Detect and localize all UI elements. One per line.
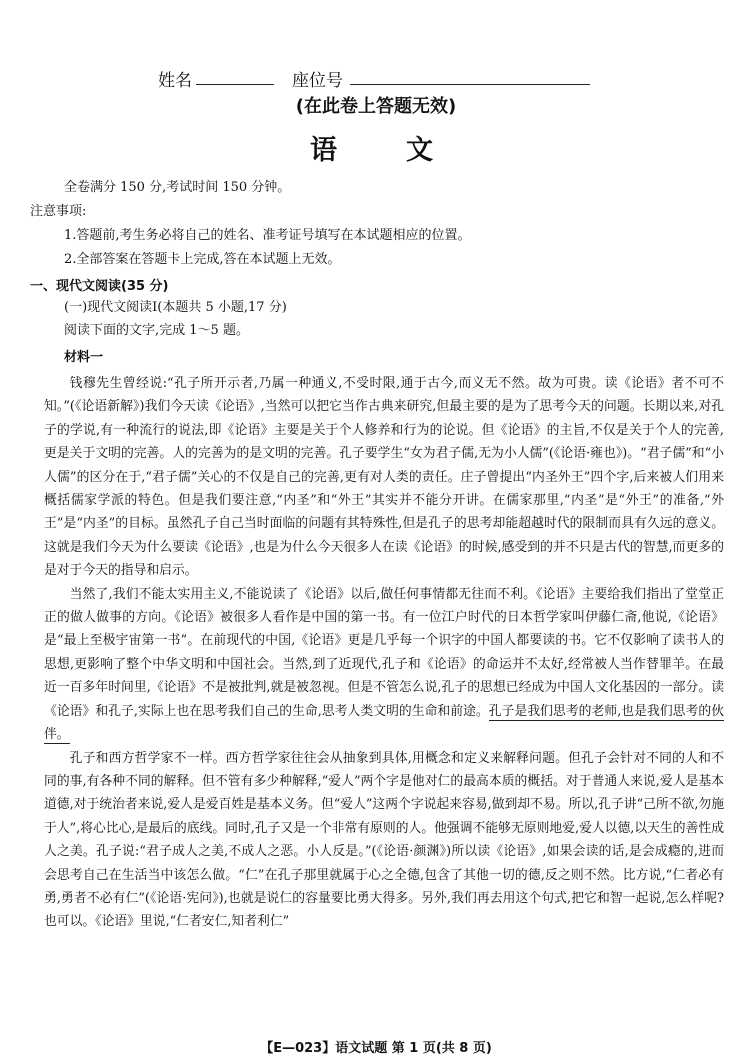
passage-paragraph-3: 孔子和西方哲学家不一样。西方哲学家往往会从抽象到具体,用概念和定义来解释问题。但孔子会针对不同的人和不同的事,有各种不同的解释。但不管有多少种解释,“爱人”两个字是他对仁的最高本质的概括。对于普通人来说,爱人是基本道德,对于统治者来说,爱人是爱百姓是基本义务。但“爱人”这两个字说起来容易,做到却不易。所以,孔子讲“己所不欲,勿施于人”,将心比心,是最后的底线。同时,孔子又是一个非常有原则的人。他强调不能够无原则地爱,爱人以德,以天生的善性成人之美。孔子说:“君子成人之美,不成人之恶。小人反是。”(《论语·颜渊》)所以读《论语》,如果会读的话,是会成瘾的,进而会思考自己在生活当中该怎么做。“仁”在孔子那里就属于心之全德,包含了其他一切的德,反之则不然。比方说,“仁者必有勇,勇者不必有仁”(《论语·宪问》),也就是说仁的容量要比勇大得多。另外,我们再去用这个句式,把它和智一起说,怎么样呢?也可以。《论语》里说,“仁者安仁,知者利仁” — [44, 750, 724, 930]
invalid-answer-notice: (在此卷上答题无效) — [295, 96, 457, 117]
section-heading: 一、现代文阅读(35 分) — [30, 279, 169, 294]
seat-label: 座位号 — [292, 71, 343, 91]
subject-title — [310, 128, 460, 164]
sub-section-heading: (一)现代文阅读Ⅰ(本题共 5 小题,17 分) — [64, 300, 287, 315]
subject-title-char-2: 文 — [406, 135, 433, 166]
reading-passage — [44, 372, 724, 934]
passage-paragraph-2 — [44, 583, 724, 747]
page-footer: 【E—023】语文试题 第 1 页(共 8 页) — [260, 1041, 492, 1056]
notes-heading: 注意事项: — [30, 204, 87, 219]
note-1: 1.答题前,考生务必将自己的姓名、准考证号填写在本试题相应的位置。 — [64, 228, 471, 243]
name-blank — [196, 84, 274, 85]
underlined-sentence: 孔子是我们思考的老师,也是我们思考的伙伴。 — [44, 703, 724, 743]
seat-blank — [350, 84, 590, 85]
score-time-line: 全卷满分 150 分,考试时间 150 分钟。 — [64, 180, 291, 195]
name-label: 姓名 — [158, 71, 192, 91]
paragraph-2-text: 当然了,我们不能太实用主义,不能说读了《论语》以后,做任何事情都无往而不利。《论语》主要给我们指出了堂堂正正的做人做事的方向。《论语》被很多人看作是中国的第一书。有一位江户时代的日本哲学家叫伊藤仁斋,他说,《论语》是“最上至极宇宙第一书”。在前现代的中国,《论语》更是几乎每一个识字的中国人都要读的书。它不仅影响了读书人的思想,更影响了整个中华文明和中国社会。当然,到了近现代,孔子和《论语》的命运并不太好,经常被人当作替罪羊。在最近一百多年时间里,《论语》不是被批判,就是被忽视。但是不管怎么说,孔子的思想已经成为中国人文化基因的一部分。读《论语》和孔子,实际上也在思考我们自己的生命,思考人类文明的生命和前途。 — [44, 586, 724, 719]
material-label: 材料一 — [64, 350, 104, 365]
subject-title-char-1: 语 — [310, 135, 337, 166]
reading-instruction: 阅读下面的文字,完成 1～5 题。 — [64, 323, 249, 338]
passage-paragraph-1: 钱穆先生曾经说:“孔子所开示者,乃属一种通义,不受时限,通于古今,而义无不然。故为可贵。读《论语》者不可不知。”(《论语新解》)我们今天读《论语》,当然可以把它当作古典来研究,但最主要的是为了思考今天的问题。长期以来,对孔子的学说,有一种流行的说法,即《论语》主要是关于个人修养和行为的论说。但《论语》的主旨,不仅是关于个人的完善,更是关于文明的完善。人的完善为的是文明的完善。孔子要学生“女为君子儒,无为小人儒”(《论语·雍也》)。“君子儒”和“小人儒”的区分在于,“君子儒”关心的不仅是自己的完善,更有对人类的责任。庄子曾提出“内圣外王”四个字,后来被人们用来概括儒家学派的特色。但是我们要注意,“内圣”和“外王”其实并不能分开讲。在儒家那里,“内圣”是“外王”的准备,“外王”是“内圣”的目标。虽然孔子自己当时面临的问题有其特殊性,但是孔子的思考却能超越时代的限制而具有久远的意义。这就是我们今天为什么要读《论语》,也是为什么今天很多人在读《论语》的时候,感受到的并不只是古代的智慧,而更多的是对于今天的指导和启示。 — [44, 376, 724, 579]
note-2: 2.全部答案在答题卡上完成,答在本试题上无效。 — [64, 252, 341, 267]
student-info-line — [150, 66, 610, 91]
